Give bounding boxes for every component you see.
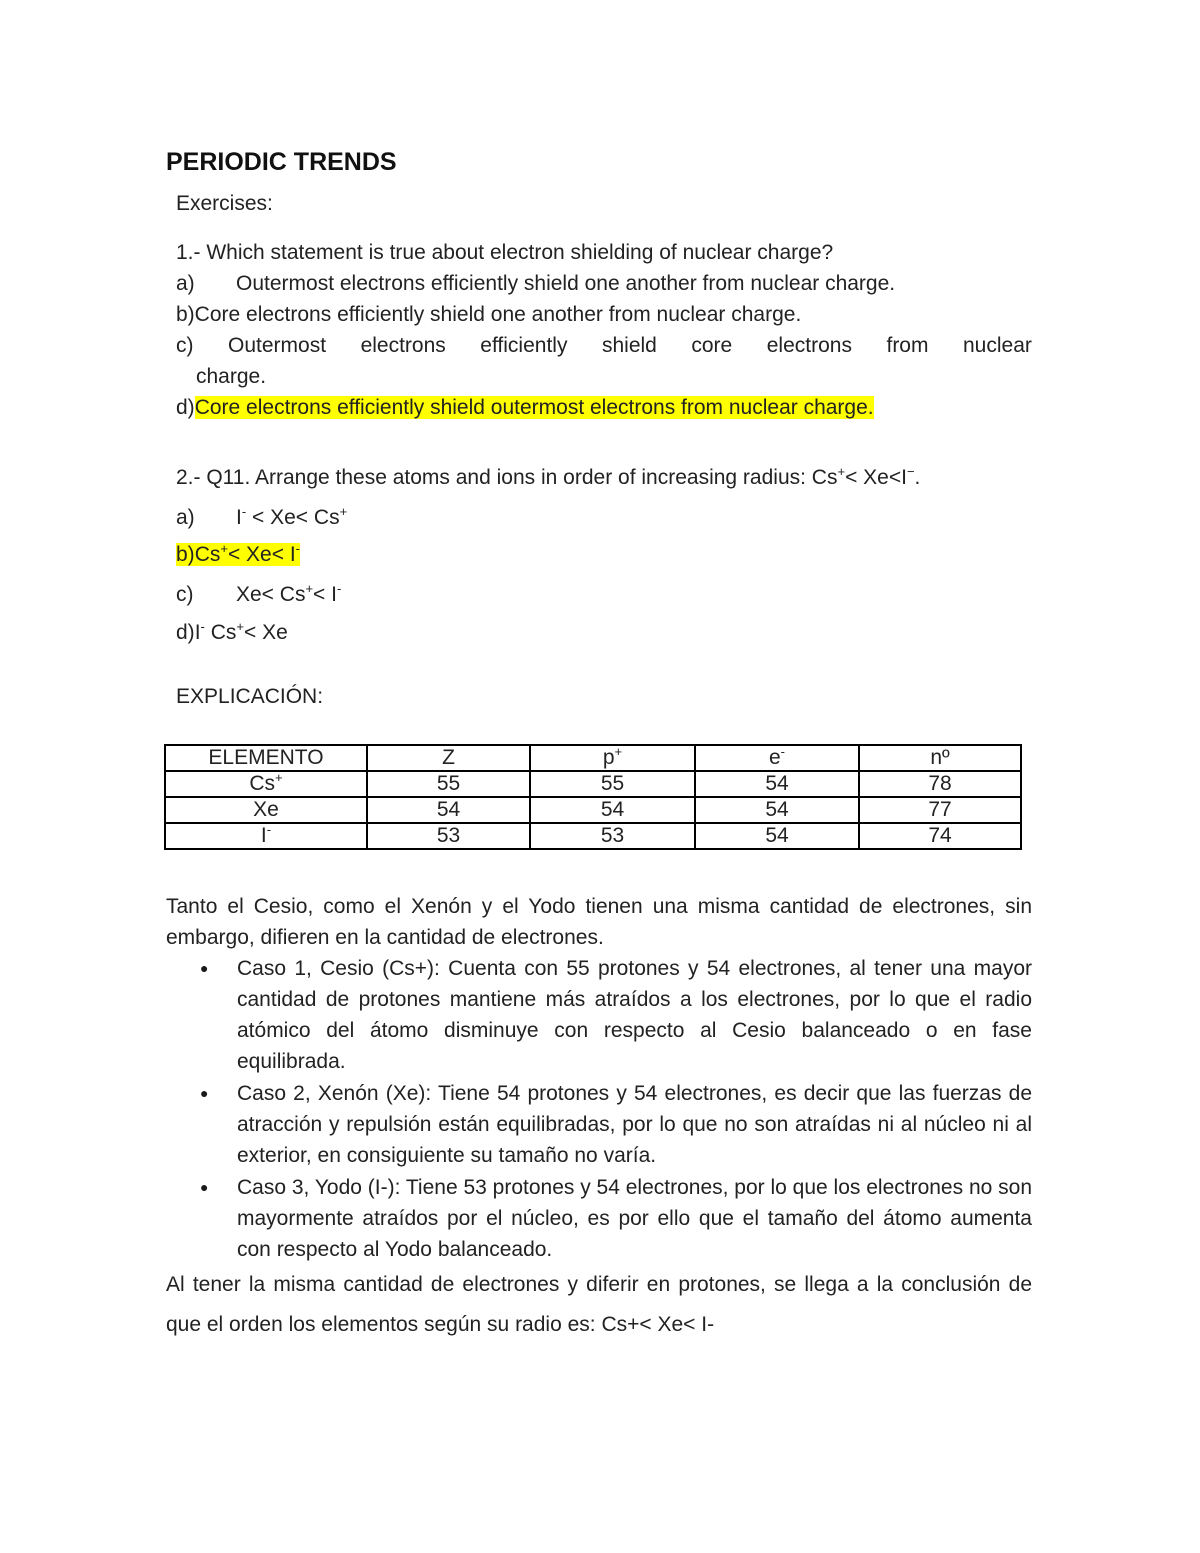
bullet-icon: ● bbox=[200, 1179, 209, 1195]
intro-paragraph: Tanto el Cesio, como el Xenón y el Yodo tienen una misma cantidad de electrones, sin embargo, difieren en la cantidad de electrones. bbox=[166, 895, 1032, 949]
bullet-case-3: Caso 3, Yodo (I-): Tiene 53 protones y 54 electrones, por lo que los electrones no son mayormente atraídos por el núcleo, es por ello que el tamaño del átomo aumenta con respecto al Yodo balanceado. bbox=[237, 1176, 1032, 1261]
q2-option-c: c) Xe< Cs+< I- bbox=[176, 581, 342, 606]
q1-question: 1.- Which statement is true about electron shielding of nuclear charge? bbox=[176, 241, 834, 264]
option-tag: c) bbox=[176, 334, 194, 357]
q2-question: 2.- Q11. Arrange these atoms and ions in order of increasing radius: Cs+< Xe<I−. bbox=[176, 464, 921, 489]
explicacion-label: EXPLICACIÓN: bbox=[176, 685, 324, 708]
bullet-icon: ● bbox=[200, 960, 209, 976]
table-row: I- 53 53 54 74 bbox=[165, 823, 1021, 849]
conclusion-paragraph: Al tener la misma cantidad de electrones y diferir en protones, se llega a la conclusión de que el orden los elementos según su radio es: Cs+< Xe< I- bbox=[166, 1273, 1032, 1336]
bullet-case-1: Caso 1, Cesio (Cs+): Cuenta con 55 protones y 54 electrones, al tener una mayor cantidad de protones mantiene más atraídos a los electrones, por lo que el radio atómico del átomo disminuye con respecto al Cesio balanceado o en fase equilibrada. bbox=[237, 957, 1032, 1073]
table-header-row bbox=[165, 745, 1021, 771]
q2-option-a: a) I- < Xe< Cs+ bbox=[176, 504, 348, 529]
exercises-label: Exercises: bbox=[176, 192, 273, 215]
q1-option-a bbox=[176, 272, 895, 296]
header-cell: ELEMENTO bbox=[165, 745, 367, 771]
header-cell: nº bbox=[859, 745, 1021, 771]
header-cell: p+ bbox=[530, 745, 695, 771]
header-cell: Z bbox=[367, 745, 530, 771]
q2-option-b bbox=[176, 543, 300, 567]
table-row: Cs+ 55 55 54 78 bbox=[165, 771, 1021, 797]
highlighted-answer: Core electrons efficiently shield outermost electrons from nuclear charge. bbox=[194, 396, 874, 419]
table-row: Xe 54 54 54 77 bbox=[165, 797, 1021, 823]
q1-option-b: b)Core electrons efficiently shield one another from nuclear charge. bbox=[176, 303, 802, 326]
option-tag: d) bbox=[176, 396, 195, 419]
bullet-case-2: Caso 2, Xenón (Xe): Tiene 54 protones y 54 electrones, es decir que las fuerzas de atracción y repulsión están equilibradas, por lo que no son atraídas ni al núcleo ni al exterior, en consiguiente su tamaño no varía. bbox=[237, 1082, 1032, 1167]
q1-option-d bbox=[176, 396, 874, 420]
page-title: PERIODIC TRENDS bbox=[166, 148, 397, 176]
bullet-icon: ● bbox=[200, 1085, 209, 1101]
highlighted-answer: b)Cs+< Xe< I- bbox=[176, 541, 301, 566]
header-cell: e- bbox=[695, 745, 859, 771]
option-tag: a) bbox=[176, 272, 195, 295]
particles-table bbox=[164, 744, 1022, 850]
q1-option-c: c) Outermost electrons efficiently shield core electrons from nuclear charge. bbox=[176, 334, 1032, 388]
q2-option-d: d)I- Cs+< Xe bbox=[176, 619, 288, 644]
option-text: Outermost electrons efficiently shield one another from nuclear charge. bbox=[236, 272, 896, 295]
